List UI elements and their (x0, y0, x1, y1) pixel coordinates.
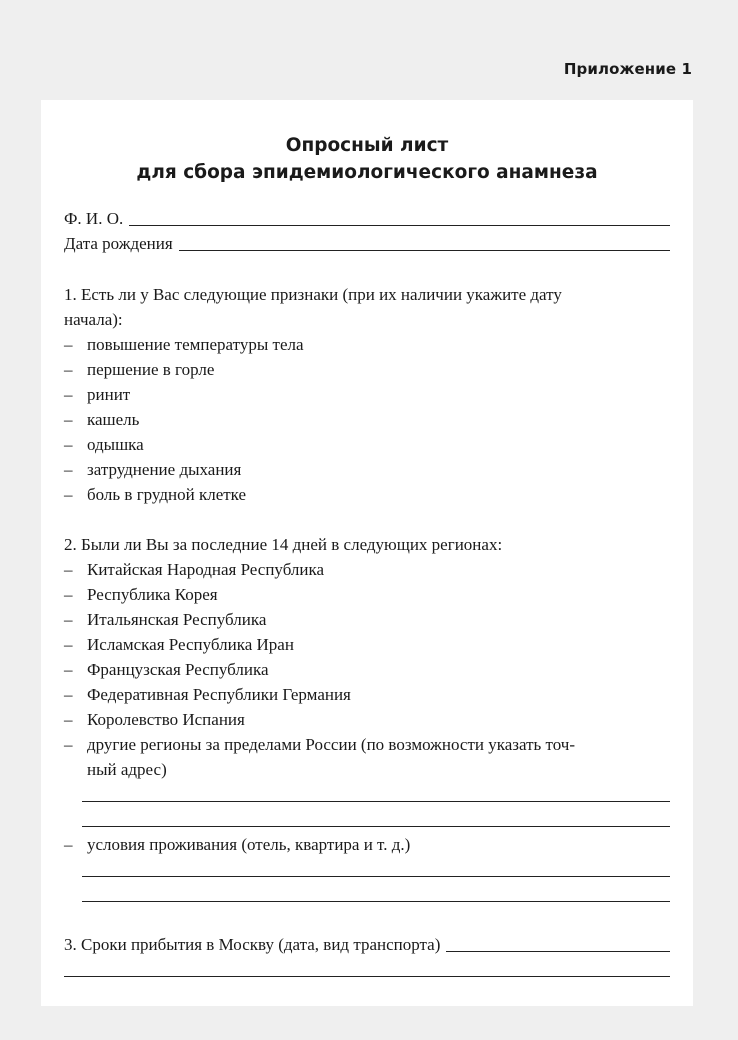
living-conditions-answer-line-2[interactable] (82, 901, 670, 902)
q1-item-label: затруднение дыхания (87, 460, 242, 479)
dash-marker: – (64, 560, 73, 579)
q2-living-conditions (64, 832, 410, 857)
dash-marker: – (64, 485, 73, 504)
q1-item-label: першение в горле (87, 360, 215, 379)
q2-other-regions-line-1: другие регионы за пределами России (по возможности указать точ- (87, 735, 576, 754)
q2-item (64, 682, 351, 707)
dash-marker: – (64, 660, 73, 679)
q1-item-label: одышка (87, 435, 144, 454)
arrival-field[interactable] (64, 932, 670, 957)
q2-item (64, 607, 266, 632)
dash-marker: – (64, 460, 73, 479)
arrival-input-line[interactable] (446, 950, 670, 952)
fio-label: Ф. И. О. (64, 209, 124, 228)
q2-item (64, 582, 218, 607)
q3-text: 3. Сроки прибытия в Москву (дата, вид транспорта) (64, 935, 441, 954)
q2-item (64, 657, 269, 682)
form-title-line-2: для сбора эпидемиологического анамнеза (136, 162, 598, 183)
q2-item-label: Французская Республика (87, 660, 269, 679)
dash-marker: – (64, 360, 73, 379)
dash-marker: – (64, 410, 73, 429)
q1-item (64, 407, 139, 432)
q1-item-label: повышение температуры тела (87, 335, 304, 354)
q1-item-label: кашель (87, 410, 140, 429)
arrival-answer-line-2[interactable] (64, 976, 670, 977)
questionnaire-sheet (41, 100, 693, 1006)
q1-item-label: боль в грудной клетке (87, 485, 247, 504)
fio-input-line[interactable] (129, 224, 670, 226)
q2-other-regions (64, 732, 575, 757)
dash-marker: – (64, 435, 73, 454)
q2-text: 2. Были ли Вы за последние 14 дней в следующих регионах: (64, 535, 503, 554)
q1-item-label: ринит (87, 385, 131, 404)
dash-marker: – (64, 835, 73, 854)
q1-item (64, 482, 246, 507)
form-title (41, 132, 693, 186)
q2-living-conditions-label: условия проживания (отель, квартира и т. д.) (87, 835, 411, 854)
q1-item (64, 332, 304, 357)
q2-item-label: Королевство Испания (87, 710, 245, 729)
dash-marker: – (64, 610, 73, 629)
living-conditions-answer-line-1[interactable] (82, 876, 670, 877)
fio-field[interactable] (64, 206, 670, 231)
q2-item (64, 707, 245, 732)
q1-item (64, 432, 144, 457)
q1-item (64, 357, 214, 382)
q2-item-label: Китайская Народная Республика (87, 560, 325, 579)
q2-item-label: Итальянская Республика (87, 610, 267, 629)
q2-other-regions-line-2: ный адрес) (87, 760, 167, 779)
dash-marker: – (64, 685, 73, 704)
q1-text-line-1: 1. Есть ли у Вас следующие признаки (при их наличии укажите дату (64, 285, 562, 304)
dash-marker: – (64, 735, 73, 754)
form-title-line-1: Опросный лист (285, 135, 449, 156)
q1-text-line-2: начала): (64, 310, 123, 329)
q2-item-label: Федеративная Республики Германия (87, 685, 351, 704)
birthdate-field[interactable] (64, 231, 670, 256)
dash-marker: – (64, 710, 73, 729)
dash-marker: – (64, 385, 73, 404)
q1-item (64, 457, 241, 482)
q2-item (64, 632, 294, 657)
other-regions-answer-line-1[interactable] (82, 801, 670, 802)
birthdate-label: Дата рождения (64, 234, 173, 253)
dash-marker: – (64, 335, 73, 354)
dash-marker: – (64, 635, 73, 654)
dash-marker: – (64, 585, 73, 604)
q2-item-label: Исламская Республика Иран (87, 635, 294, 654)
birthdate-input-line[interactable] (179, 249, 670, 251)
other-regions-answer-line-2[interactable] (82, 826, 670, 827)
appendix-label: Приложение 1 (563, 60, 692, 78)
q2-item (64, 557, 324, 582)
q2-item-label: Республика Корея (87, 585, 218, 604)
q1-item (64, 382, 130, 407)
